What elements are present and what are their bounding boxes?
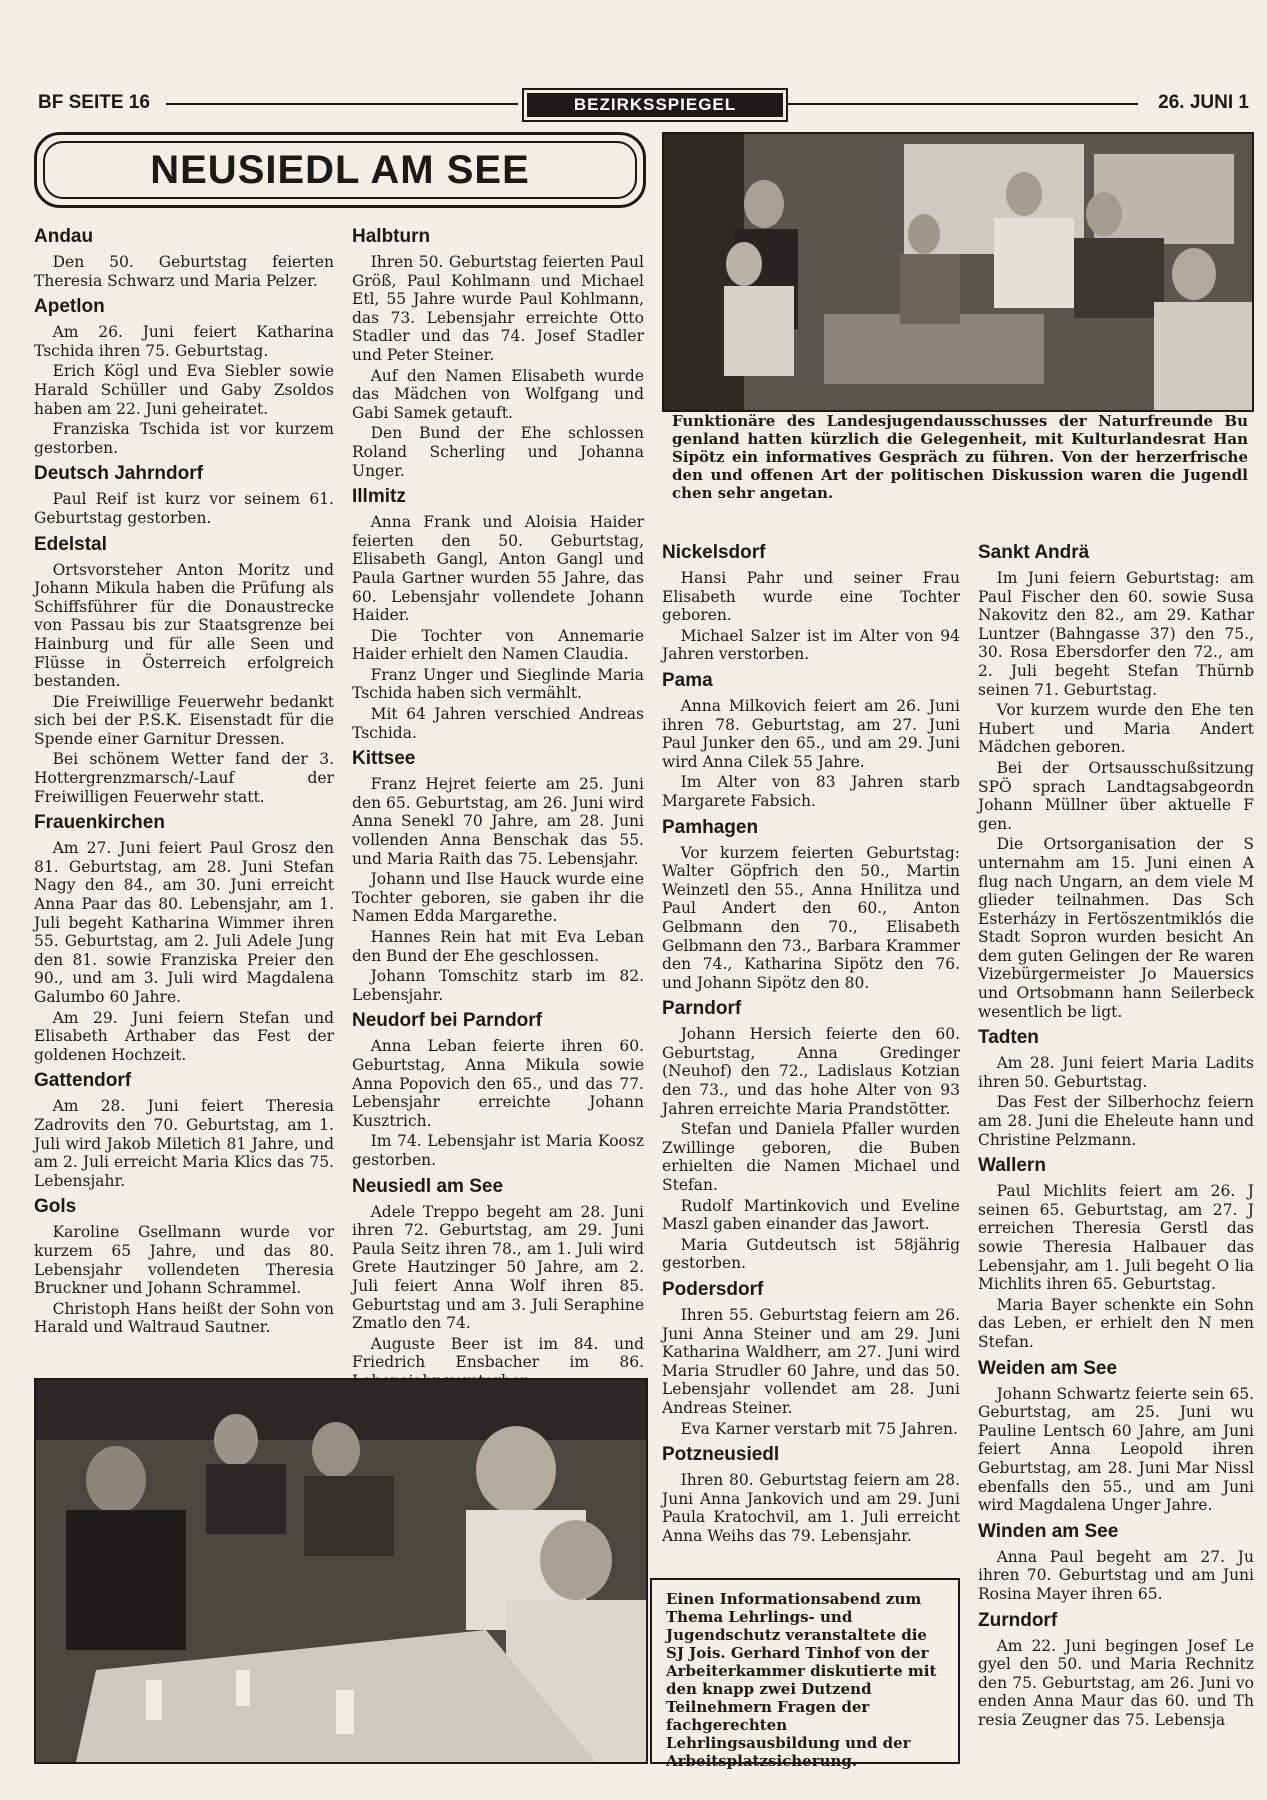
place-heading: Pamhagen [662, 816, 759, 838]
photo-top-caption: Funktionäre des Landesjugendausschusses der Naturfreunde Bu genland hatten kürzlich die Gelegenheit, mit Kulturlandesrat Han Sipötz ein informatives Gespräch zu führen. Von der herzerfrische den und offenen Art der politischen Diskussion waren die Jugendl chen sehr angetan. [672, 412, 1248, 502]
news-paragraph: Stefan und Daniela Pfaller wurden Zwillinge geboren, die Buben erhielten die Namen Michael und Stefan. [662, 1120, 960, 1195]
news-paragraph: Maria Bayer schenkte ein Sohn das Leben, er erhielt den N men Stefan. [978, 1295, 1254, 1351]
place-heading: Potzneusiedl [662, 1444, 780, 1466]
region-title-box [34, 132, 646, 208]
news-paragraph: Anna Frank und Aloisia Haider feierten den 50. Geburtstag, Elisabeth Gangl, Anton Gangl und Paula Gartner wurden 55 Jahre, das 60. Lebensjahr vollendete Johann Haider. [352, 513, 644, 625]
news-paragraph: Franziska Tschida ist vor kurzem gestorben. [34, 420, 334, 457]
place-heading: Winden am See [978, 1520, 1119, 1542]
photo-bottom-caption: Einen Informationsabend zum Thema Lehrlings- und Jugendschutz veranstaltete die SJ Jois. Gerhard Tinhof von der Arbeiterkammer diskutierte mit den knapp zwei Dutzend Teilnehmern Fragen der fachgerechten Lehrlingsausbildung und der Arbeitsplatzsicherung. [650, 1578, 960, 1764]
news-paragraph: Am 27. Juni feiert Paul Grosz den 81. Geburtstag, am 28. Juni Stefan Nagy den 84., am 30. Juni erreicht Anna Paar das 80. Lebensjahr, am 1. Juli begeht Katharina Wimmer ihren 55. Geburtstag, am 2. Juli Adele Jung den 81. sowie Franziska Preier den 90., und am 3. Juli wird Magdalena Galumbo 60 Jahre. [34, 839, 334, 1006]
news-paragraph: Eva Karner verstarb mit 75 Jahren. [680, 1419, 958, 1438]
news-paragraph: Johann Tomschitz starb im 82. Lebensjahr. [352, 967, 644, 1004]
place-heading: Frauenkirchen [34, 812, 165, 834]
news-paragraph: Am 26. Juni feiert Katharina Tschida ihren 75. Geburtstag. [34, 323, 334, 360]
news-paragraph: Vor kurzem feierten Geburtstag: Walter Göpfrich den 50., Martin Weinzetl den 55., Anna Hnilitza und Paul Andert den 60., Anton Gelbmann den 70., Elisabeth Gelbmann den 73., Barbara Krammer den 74., Katharina Sipötz den 76. und Johann Sipötz den 80. [662, 843, 960, 992]
news-paragraph: Am 28. Juni feiert Theresia Zadrovits den 70. Geburtstag, am 1. Juli wird Jakob Miletich 81 Jahre, und am 2. Juli erreicht Maria Klics das 75. Lebensjahr. [34, 1097, 334, 1190]
news-paragraph: Die Freiwillige Feuerwehr bedankt sich bei der P.S.K. Eisenstadt für die Spende einer Garnitur Dressen. [34, 692, 334, 748]
page-label: BF SEITE 16 [38, 92, 150, 113]
place-heading: Gols [34, 1196, 77, 1218]
issue-date: 26. JUNI 1 [1158, 92, 1249, 113]
news-paragraph: Anna Milkovich feiert am 26. Juni ihren 78. Geburtstag, am 27. Juni Paul Junker den 65., und am 29. Juni wird Anna Cilek 55 Jahre. [662, 696, 960, 771]
news-column-1 [34, 226, 334, 1360]
news-paragraph: Den 50. Geburtstag feierten Theresia Schwarz und Maria Pelzer. [34, 253, 334, 290]
place-heading: Illmitz [352, 486, 406, 508]
place-heading: Kittsee [352, 748, 416, 770]
region-title: NEUSIEDL AM SEE [150, 147, 530, 192]
news-paragraph: Anna Paul begeht am 27. Ju ihren 70. Geburtstag und am Juni Rosina Mayer ihren 65. [978, 1547, 1254, 1603]
news-paragraph: Paul Reif ist kurz vor seinem 61. Geburtstag gestorben. [34, 490, 334, 527]
news-paragraph: Die Ortsorganisation der S unternahm am 15. Juni einen A flug nach Ungarn, an dem viele M glieder teilnahmen. Das Sch Esterházy in Fertöszentmiklós die Stadt Sopron wurden besicht An dem guten Gelingen der Re waren Vizebürgermeister Jo Mauersics und Ortsobmann hann Seilerbeck wesentlich be ligt. [978, 835, 1254, 1021]
header-rule-right [788, 103, 1138, 105]
news-paragraph: Karoline Gsellmann wurde vor kurzem 65 Jahre, und das 80. Lebensjahr vollendeten Theresia Bruckner und Johann Schrammel. [34, 1223, 334, 1298]
news-paragraph: Hannes Rein hat mit Eva Leban den Bund der Ehe geschlossen. [352, 928, 644, 965]
place-heading: Nickelsdorf [662, 542, 766, 563]
news-paragraph: Bei schönem Wetter fand der 3. Hottergrenzmarsch/-Lauf der Freiwilligen Feuerwehr statt. [34, 750, 334, 806]
news-paragraph: Maria Gutdeutsch ist 58jährig gestorben. [662, 1235, 960, 1273]
news-paragraph: Das Fest der Silberhochz feiern am 28. Juni die Eheleute hann und Christine Pelzmann. [978, 1093, 1254, 1149]
news-column-2 [352, 226, 644, 1372]
news-paragraph: Im Juni feiern Geburtstag: am Paul Fischer den 60. sowie Susa Nakovitz den 82., am 29. Kathar Luntzer (Bahngasse 37) den 75., 30. Rosa Ebersdorfer den 72., am 2. Juli begeht Stefan Thürnb seinen 71. Geburtstag. [978, 569, 1254, 699]
news-paragraph: Adele Treppo begeht am 28. Juni ihren 72. Geburtstag, am 29. Juni Paula Seitz ihren 78., am 1. Juli wird Grete Hautzinger 50 Jahre, am 2. Juli feiert Anna Wolf ihren 85. Geburtstag und am 3. Juli Seraphine Zmatlo den 74. [352, 1202, 644, 1333]
place-heading: Pama [662, 669, 713, 691]
news-column-4 [978, 542, 1254, 1782]
news-paragraph: Johann Hersich feierte den 60. Geburtstag, Anna Gredinger (Neuhof) den 72., Ladislaus Kotzian den 73., und das hohe Alter von 93 Jahren erreichte Maria Prandstötter. [662, 1025, 960, 1118]
place-heading: Weiden am See [978, 1357, 1118, 1379]
news-paragraph: Vor kurzem wurde den Ehe ten Hubert und Maria Andert Mädchen geboren. [978, 701, 1254, 757]
place-heading: Podersdorf [662, 1279, 764, 1300]
place-heading: Apetlon [34, 296, 105, 318]
place-heading: Parndorf [662, 998, 742, 1020]
news-paragraph: Am 28. Juni feiert Maria Ladits ihren 50. Geburtstag. [978, 1054, 1254, 1091]
news-paragraph: Michael Salzer ist im Alter von 94 Jahren verstorben. [662, 626, 960, 664]
place-heading: Gattendorf [34, 1070, 132, 1092]
news-paragraph: Am 22. Juni begingen Josef Le gyel den 50. und Maria Rechnitz den 75. Geburtstag, am 26. Juni vo enden Anna Maur das 60. und Th resia Zeugner das 75. Lebensja [978, 1636, 1254, 1729]
news-paragraph: Johann Schwartz feierte sein 65. Geburtstag, am 25. Juni wu Pauline Lentsch 60 Jahre, am Juni feiert Anna Leopold ihren Geburtstag, am 28. Juni Mar Nissl ebenfalls den 55., und am Juni wird Magdalena Unger Jahre. [978, 1384, 1254, 1515]
section-masthead: BEZIRKSSPIEGEL [522, 88, 788, 122]
news-paragraph: Franz Hejret feierte am 25. Juni den 65. Geburtstag, am 26. Juni wird Anna Senekl 70 Jahre, am 28. Juni vollenden Anna Benschak das 55. und Maria Raith das 75. Lebensjahr. [352, 775, 644, 868]
news-paragraph: Ihren 55. Geburtstag feiern am 26. Juni Anna Steiner und am 29. Juni Katharina Waldherr, am 27. Juni wird Maria Strudler 60 Jahre, und das 50. Lebensjahr vollendet am 28. Juni Andreas Steiner. [662, 1306, 960, 1417]
meeting-photo-top [662, 132, 1254, 412]
news-paragraph: Den Bund der Ehe schlossen Roland Scherling und Johanna Unger. [352, 424, 644, 480]
news-paragraph: Ortsvorsteher Anton Moritz und Johann Mikula haben die Prüfung als Schiffsführer für die Donaustrecke von Passau bis zur Staatsgrenze bei Hainburg und für alle Seen und Flüsse in Österreich erfolgreich bestanden. [34, 560, 334, 691]
place-heading: Sankt Andrä [978, 542, 1090, 563]
header-rule-left [166, 103, 518, 105]
news-paragraph: Am 29. Juni feiern Stefan und Elisabeth Arthaber das Fest der goldenen Hochzeit. [34, 1008, 334, 1064]
place-heading: Neudorf bei Parndorf [352, 1010, 543, 1032]
meeting-photo-bottom [34, 1378, 648, 1764]
news-paragraph: Bei der Ortsausschußsitzung SPÖ sprach Landtagsabgeordn Johann Müllner über aktuelle F gen. [978, 758, 1254, 833]
news-column-3 [662, 542, 960, 1545]
place-heading: Andau [34, 226, 94, 247]
news-paragraph: Anna Leban feierte ihren 60. Geburtstag, Anna Mikula sowie Anna Popovich den 65., und das 77. Lebensjahr erreichte Johann Kusztrich. [352, 1037, 644, 1130]
news-paragraph: Ihren 80. Geburtstag feiern am 28. Juni Anna Jankovich und am 29. Juni Paula Kratochvil, am 1. Juli erreicht Anna Weihs das 79. Lebensjahr. [662, 1471, 960, 1545]
news-paragraph: Johann und Ilse Hauck wurde eine Tochter geboren, sie gaben ihr die Namen Edda Margarethe. [352, 870, 644, 926]
news-paragraph: Rudolf Martinkovich und Eveline Maszl gaben einander das Jawort. [662, 1196, 960, 1234]
place-heading: Halbturn [352, 226, 431, 247]
place-heading: Edelstal [34, 533, 107, 555]
news-paragraph: Im 74. Lebensjahr ist Maria Koosz gestorben. [352, 1132, 644, 1169]
news-paragraph: Mit 64 Jahren verschied Andreas Tschida. [352, 705, 644, 742]
news-paragraph: Ihren 50. Geburtstag feierten Paul Größ, Paul Kohlmann und Michael Etl, 55 Jahre wurde Paul Kohlmann, das 73. Lebensjahr erreichte Otto Stadler und das 74. Josef Stadler und Peter Steiner. [352, 253, 644, 364]
news-paragraph: Erich Kögl und Eva Siebler sowie Harald Schüller und Gaby Zsoldos haben am 22. Juni geheiratet. [34, 362, 334, 418]
place-heading: Tadten [978, 1027, 1039, 1049]
news-paragraph: Auf den Namen Elisabeth wurde das Mädchen von Wolfgang und Gabi Samek getauft. [352, 366, 644, 422]
place-heading: Zurndorf [978, 1609, 1058, 1631]
news-paragraph: Hansi Pahr und seiner Frau Elisabeth wurde eine Tochter geboren. [662, 569, 960, 625]
place-heading: Deutsch Jahrndorf [34, 463, 203, 485]
news-paragraph: Die Tochter von Annemarie Haider erhielt den Namen Claudia. [352, 626, 644, 664]
news-paragraph: Paul Michlits feiert am 26. J seinen 65. Geburtstag, am 27. J erreichen Theresia Gerstl das sowie Theresia Halbauer das Lebensjahr, am 1. Juli begeht O lia Michlits ihren 65. Geburtstag. [978, 1182, 1254, 1294]
place-heading: Wallern [978, 1155, 1046, 1177]
news-paragraph: Im Alter von 83 Jahren starb Margarete Fabsich. [662, 773, 960, 810]
news-paragraph: Franz Unger und Sieglinde Maria Tschida haben sich vermählt. [352, 665, 644, 703]
place-heading: Neusiedl am See [352, 1175, 504, 1197]
news-paragraph: Auguste Beer ist im 84. und Friedrich Ensbacher im 86. [352, 1334, 644, 1372]
news-paragraph: Christoph Hans heißt der Sohn von Harald und Waltraud Sautner. [34, 1299, 334, 1337]
